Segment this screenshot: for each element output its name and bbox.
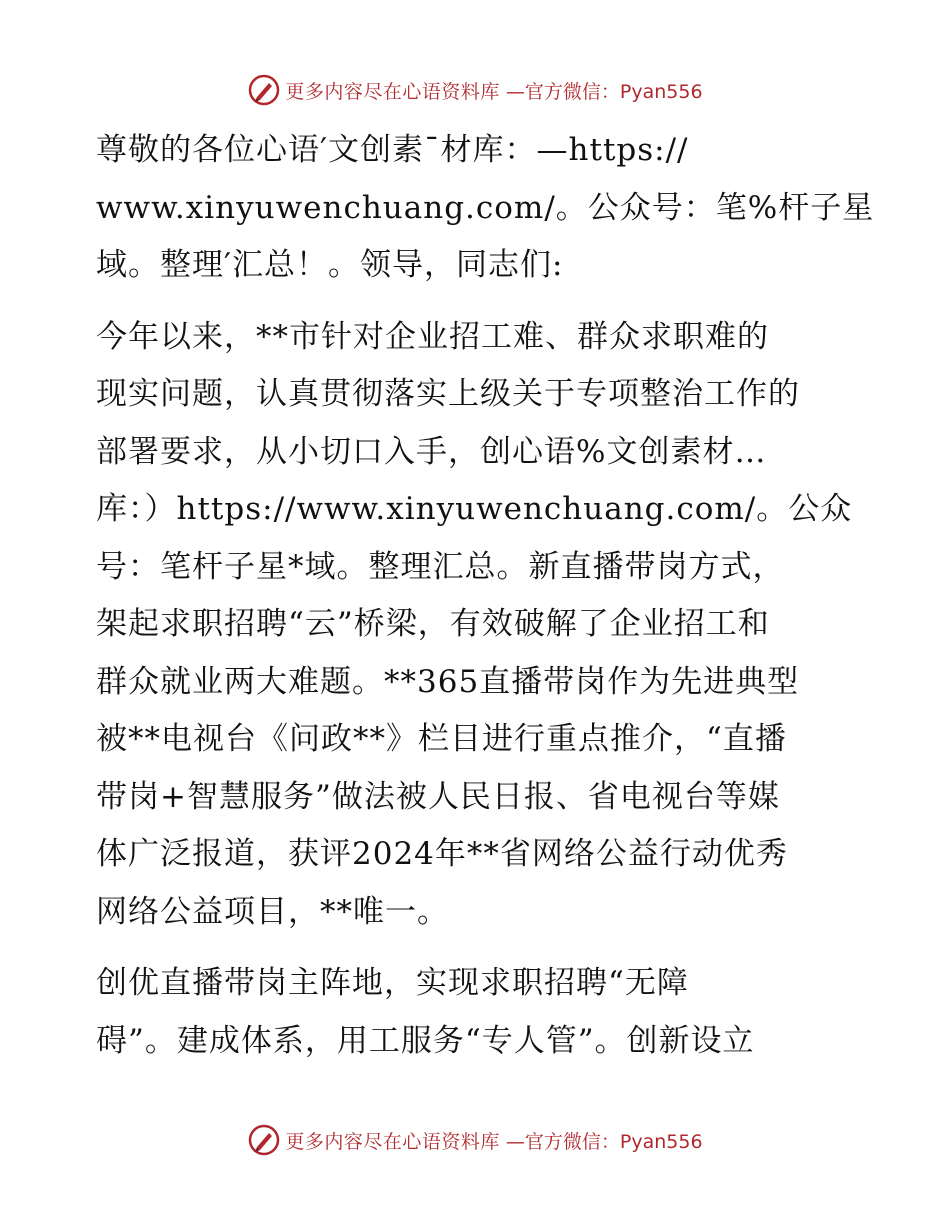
text-line: 群众就业两大难题。**365直播带岗作为先进典型: [96, 663, 800, 700]
pen-logo-icon: [247, 1123, 281, 1157]
banner-lead-text: 更多内容尽在心语资料库: [285, 80, 500, 103]
text-line: 架起求职招聘“云”桥梁，有效破解了企业招工和: [96, 606, 770, 642]
text-line: 碍”。建成体系，用工服务“专人管”。创新设立: [96, 1022, 755, 1059]
text-line: 域。整理′汇总！。领导，同志们:: [96, 247, 564, 283]
text-line: 号：笔杆子星*域。整理汇总。新直播带岗方式，: [96, 548, 785, 585]
banner-wechat-text: —官方微信：Pyan556: [505, 80, 703, 103]
text-line: 体广泛报道，获评2024年**省网络公益行动优秀: [96, 836, 788, 872]
footer-watermark-banner: [0, 1120, 950, 1160]
pen-logo-icon: [247, 73, 281, 107]
banner-wechat-text: —官方微信：Pyan556: [505, 1130, 703, 1153]
paragraph: [96, 955, 856, 1070]
header-watermark-banner: [0, 70, 950, 110]
paragraph: [96, 309, 856, 942]
banner-lead-text: 更多内容尽在心语资料库: [285, 1130, 500, 1153]
text-line: 库：）https://www.xinyuwenchuang.com/。公众: [96, 491, 853, 527]
text-line: 创优直播带岗主阵地，实现求职招聘“无障: [96, 965, 689, 1001]
text-line: www.xinyuwenchuang.com/。公众号：笔%杆子星: [96, 189, 875, 226]
text-line: 部署要求，从小切口入手，创心语%文创素材…: [96, 433, 767, 470]
paragraph: [96, 122, 875, 295]
text-line: 今年以来，**市针对企业招工难、群众求职难的: [96, 318, 769, 355]
text-line: 带岗+智慧服务”做法被人民日报、省电视台等媒: [96, 778, 780, 815]
document-body: [96, 122, 875, 1070]
text-line: 现实问题，认真贯彻落实上级关于专项整治工作的: [96, 376, 800, 412]
text-line: 尊敬的各位心语′文创素¯材库：—https://: [96, 132, 689, 168]
text-line: 被**电视台《问政**》栏目进行重点推介，“直播: [96, 721, 787, 757]
text-line: 网络公益项目，**唯一。: [96, 893, 449, 930]
